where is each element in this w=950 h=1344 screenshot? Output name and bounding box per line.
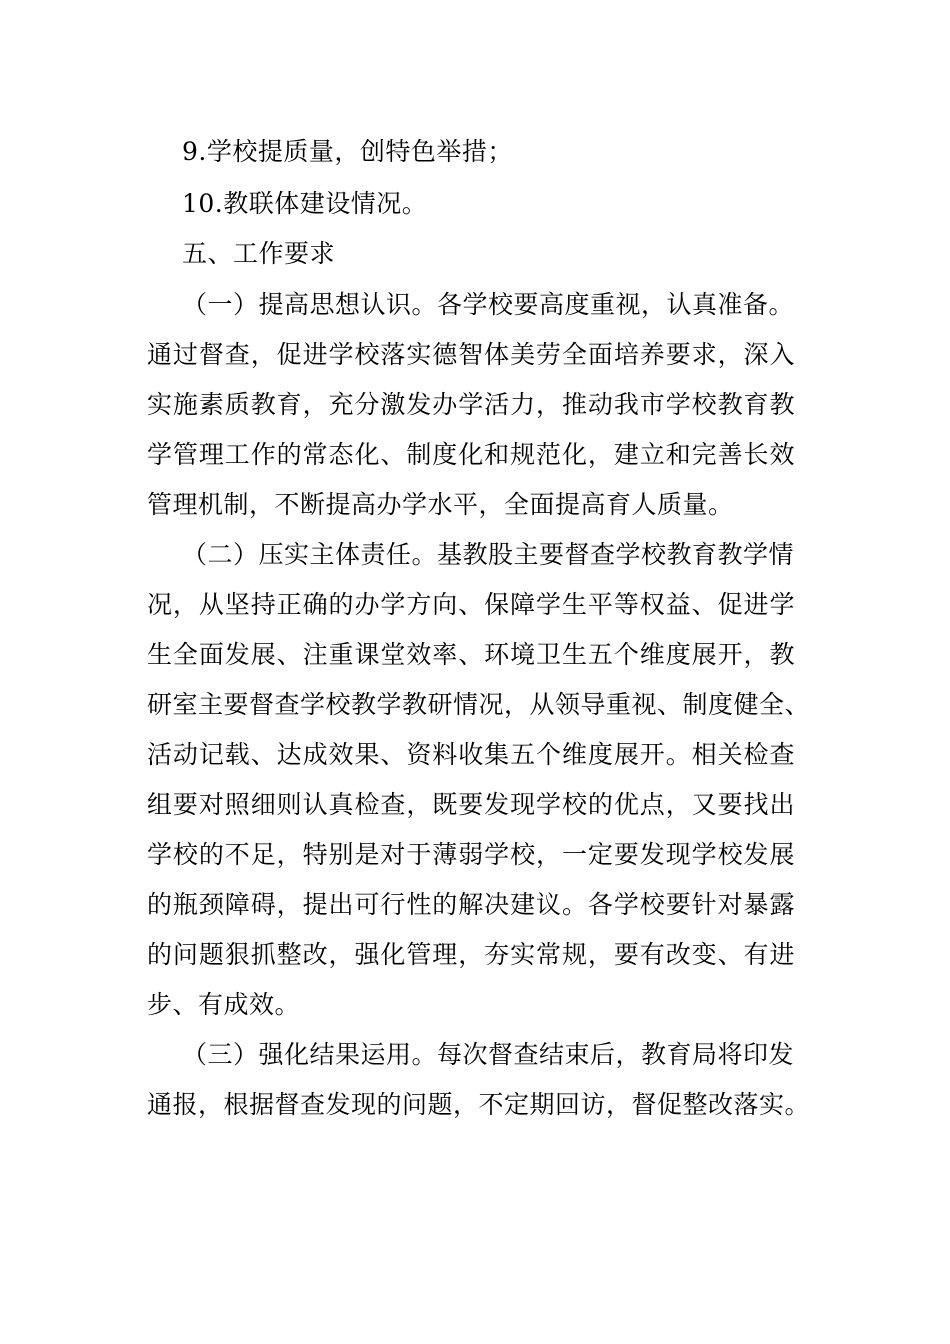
paragraph-2-line-3: 生全面发展、注重课堂效率、环境卫生五个维度展开，教 <box>147 640 795 669</box>
paragraph-2-line-10: 步、有成效。 <box>147 990 301 1019</box>
paragraph-2-line-6: 组要对照细则认真检查，既要发现学校的优点，又要找出 <box>147 790 795 819</box>
paragraph-2-line-4: 研室主要督查学校教学教研情况，从领导重视、制度健全、 <box>147 690 811 719</box>
paragraph-1-line-5: 管理机制，不断提高办学水平，全面提高育人质量。 <box>147 490 734 519</box>
paragraph-2-line-5: 活动记载、达成效果、资料收集五个维度展开。相关检查 <box>147 740 795 769</box>
list-item-10: 10.教联体建设情况。 <box>182 189 428 218</box>
paragraph-3-line-1: （三）强化结果运用。每次督查结束后，教育局将印发 <box>182 1040 795 1069</box>
paragraph-1-line-2: 通过督查，促进学校落实德智体美劳全面培养要求，深入 <box>147 340 795 369</box>
paragraph-2-line-7: 学校的不足，特别是对于薄弱学校，一定要发现学校发展 <box>147 840 795 869</box>
paragraph-1-line-3: 实施素质教育，充分激发办学活力，推动我市学校教育教 <box>147 390 795 419</box>
paragraph-3-line-2: 通报，根据督查发现的问题，不定期回访，督促整改落实。 <box>147 1090 811 1119</box>
paragraph-2-line-9: 的问题狠抓整改，强化管理，夯实常规，要有改变、有进 <box>147 940 795 969</box>
list-item-9: 9.学校提质量，创特色举措； <box>182 137 513 166</box>
paragraph-1-line-4: 学管理工作的常态化、制度化和规范化，建立和完善长效 <box>147 440 795 469</box>
section-heading-work-requirements: 五、工作要求 <box>182 239 336 268</box>
paragraph-1-line-1: （一）提高思想认识。各学校要高度重视，认真准备。 <box>182 290 795 319</box>
paragraph-2-line-2: 况，从坚持正确的办学方向、保障学生平等权益、促进学 <box>147 590 795 619</box>
paragraph-2-line-1: （二）压实主体责任。基教股主要督查学校教育教学情 <box>182 540 795 569</box>
paragraph-2-line-8: 的瓶颈障碍，提出可行性的解决建议。各学校要针对暴露 <box>147 890 795 919</box>
